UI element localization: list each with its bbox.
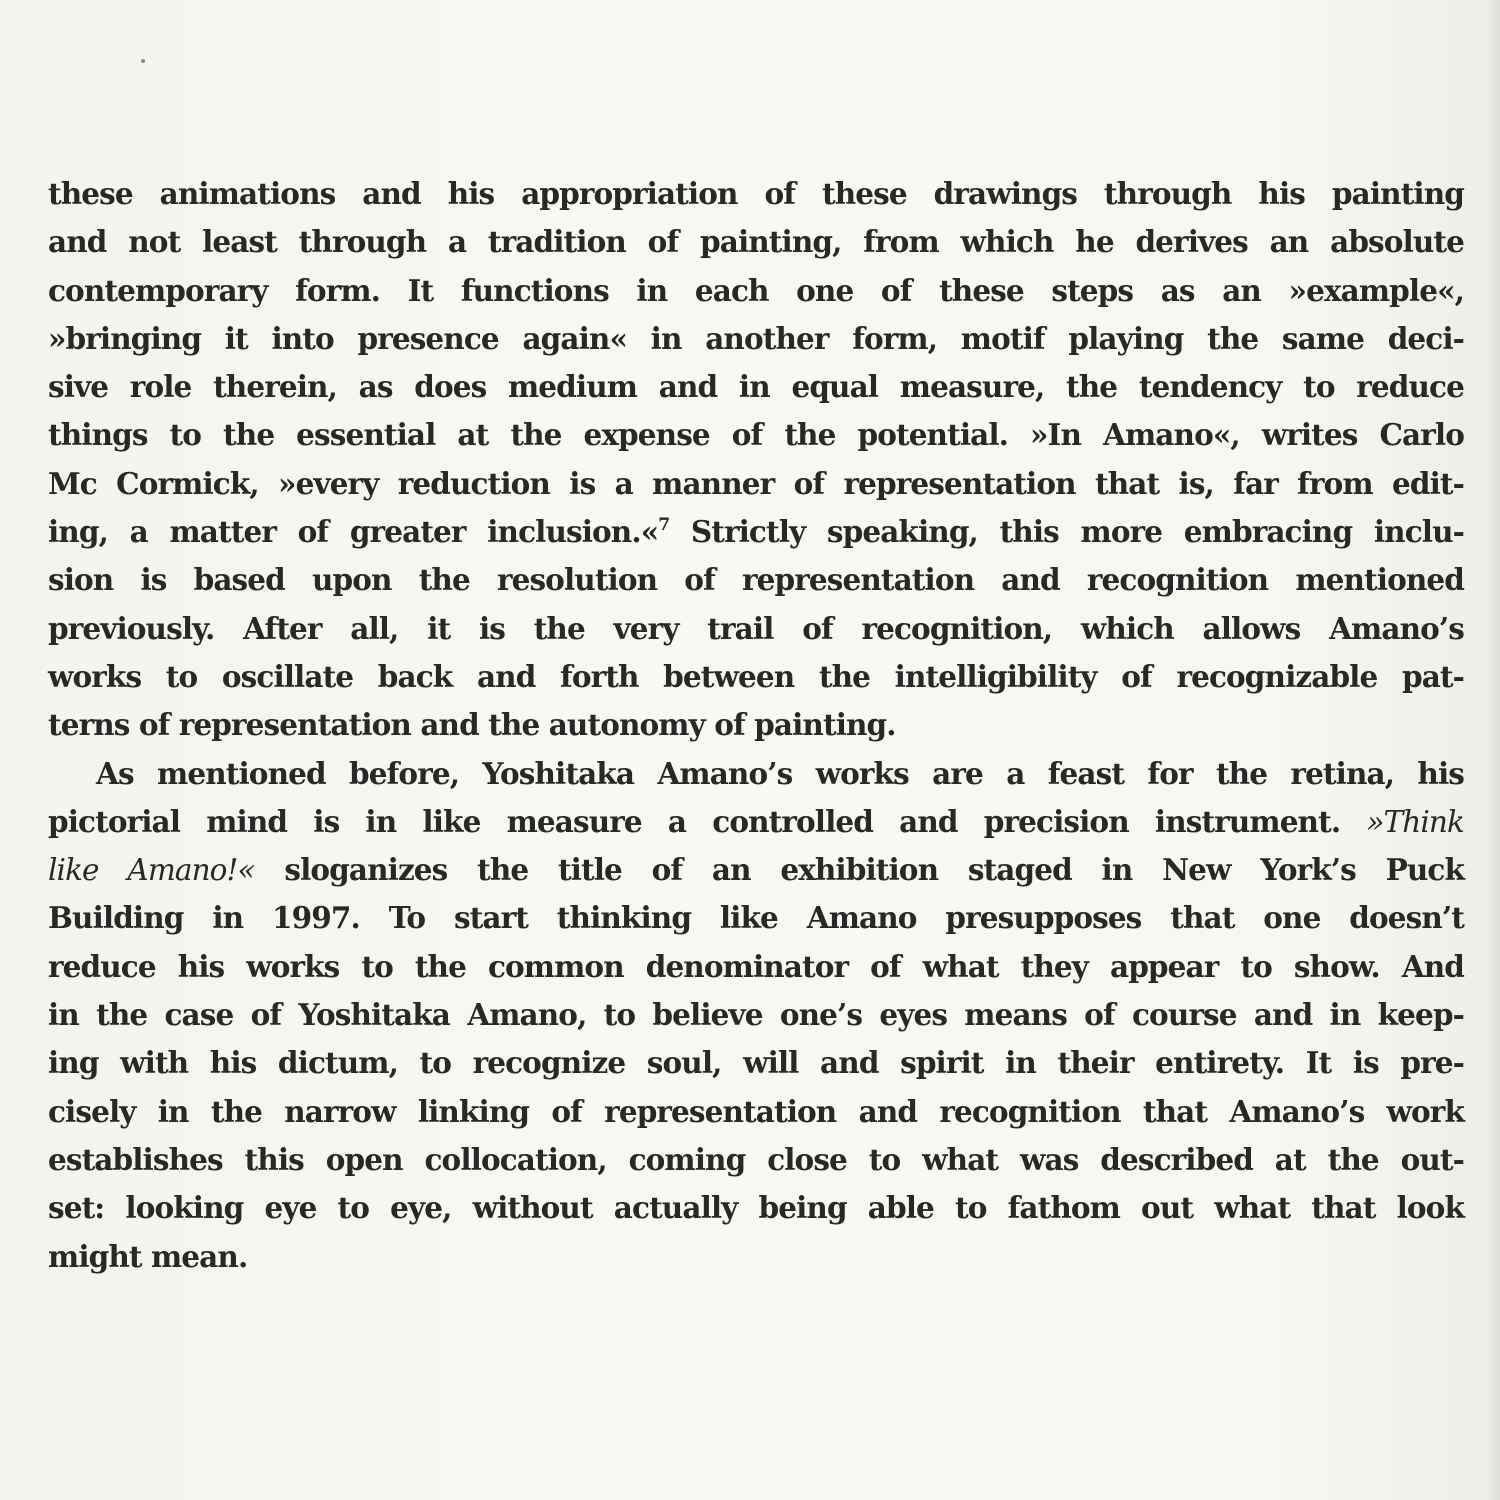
text-run: sloganizes the title of an exhibition staged in New York’s Puck <box>254 852 1464 888</box>
paper-speck <box>141 59 145 63</box>
text-line: contemporary form. It functions in each one of these steps as an »example«, <box>48 272 1464 308</box>
text-line: reduce his works to the common denominator of what they appear to show. And <box>48 948 1464 984</box>
text-line: »bringing it into presence again« in another form, motif playing the same deci- <box>48 320 1464 356</box>
italic-run: like Amano!« <box>48 853 255 888</box>
text-line <box>48 508 1464 556</box>
text-line: these animations and his appropriation of these drawings through his painting <box>48 176 1464 211</box>
page-edge-shadow <box>1486 0 1500 1500</box>
text-line: Mc Cormick, »every reduction is a manner of representation that is, far from edit- <box>48 465 1464 501</box>
text-line: previously. After all, it is the very trail of recognition, which allows Amano’s <box>48 610 1464 646</box>
italic-run: »Think <box>1366 804 1464 839</box>
text-line: As mentioned before, Yoshitaka Amano’s works are a feast for the retina, his <box>96 755 1464 791</box>
text-line <box>48 798 1464 846</box>
text-line: establishes this open collocation, coming close to what was described at the out- <box>48 1141 1464 1177</box>
text-line: and not least through a tradition of painting, from which he derives an absolute <box>48 224 1464 260</box>
text-line: sion is based upon the resolution of representation and recognition mentioned <box>48 562 1464 598</box>
text-line: terns of representation and the autonomy of painting. <box>48 707 896 743</box>
text-line: cisely in the narrow linking of representation and recognition that Amano’s work <box>48 1093 1464 1129</box>
text-run: pictorial mind is in like measure a controlled and precision instrument. <box>48 803 1367 839</box>
body-text <box>48 170 1464 1281</box>
footnote-marker: 7 <box>658 515 670 536</box>
text-line: set: looking eye to eye, without actually being able to fathom out what that look <box>48 1190 1464 1226</box>
text-line: Building in 1997. To start thinking like Amano presupposes that one doesn’t <box>48 900 1464 936</box>
text-line <box>48 846 1464 894</box>
text-line: works to oscillate back and forth between the intelligibility of recognizable pat- <box>48 658 1464 694</box>
text-line: ing with his dictum, to recognize soul, will and spirit in their entirety. It is pre- <box>48 1045 1464 1081</box>
text-run: Strictly speaking, this more embracing inclu- <box>669 514 1464 550</box>
text-line: things to the essential at the expense of the potential. »In Amano«, writes Carlo <box>48 417 1464 453</box>
text-line: might mean. <box>48 1238 248 1274</box>
text-run: ing, a matter of greater inclusion.« <box>48 514 659 550</box>
text-line: sive role therein, as does medium and in equal measure, the tendency to reduce <box>48 369 1464 405</box>
text-line: in the case of Yoshitaka Amano, to believe one’s eyes means of course and in keep- <box>48 997 1464 1033</box>
